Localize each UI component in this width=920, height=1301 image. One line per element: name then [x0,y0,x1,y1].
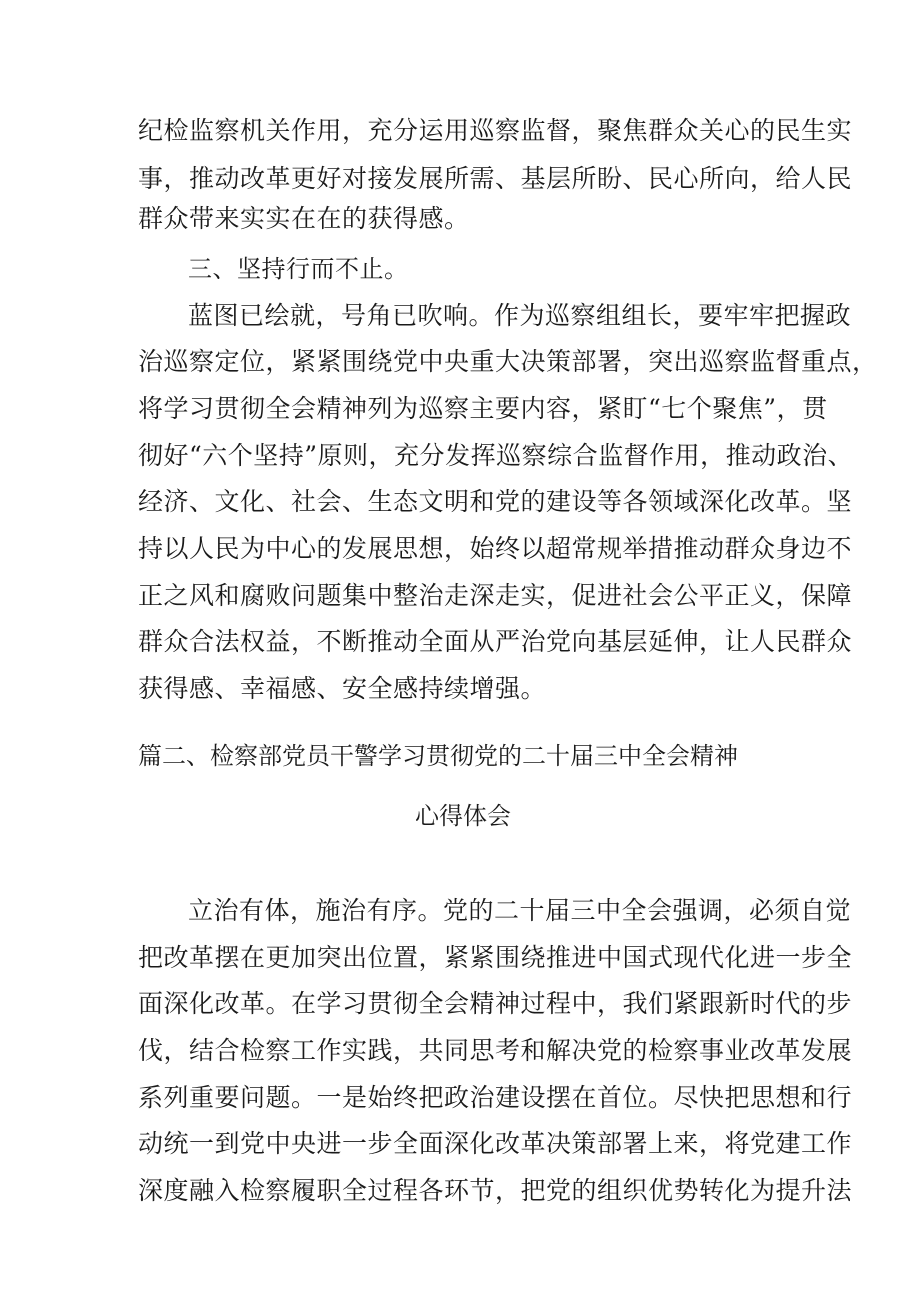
paragraph-line: 经济、文化、社会、生态文明和党的建设等各领域深化改革。坚 [138,487,853,516]
article-title: 篇二、检察部党员干警学习贯彻党的二十届三中全会精神 [138,742,738,770]
paragraph-line: 伐，结合检察工作实践，共同思考和解决党的检察事业改革发展 [138,1036,853,1065]
paragraph-line: 持以人民为中心的发展思想，始终以超常规举措推动群众身边不 [138,534,853,563]
paragraph-line: 系列重要问题。一是始终把政治建设摆在首位。尽快把思想和行 [138,1083,853,1112]
paragraph-line: 深度融入检察履职全过程各环节，把党的组织优势转化为提升法 [138,1176,853,1205]
paragraph-line: 正之风和腐败问题集中整治走深走实，促进社会公平正义，保障 [138,581,853,610]
paragraph-line: 彻好“六个坚持”原则，充分发挥巡察综合监督作用，推动政治、 [138,441,854,470]
paragraph-line: 群众带来实实在在的获得感。 [138,204,470,233]
paragraph-line: 群众合法权益，不断推动全面从严治党向基层延伸，让人民群众 [138,627,853,656]
paragraph-line: 获得感、幸福感、安全感持续增强。 [138,674,547,703]
paragraph-line: 治巡察定位，紧紧围绕党中央重大决策部署，突出巡察监督重点， [138,347,878,376]
section-heading: 三、坚持行而不止。 [188,255,409,283]
paragraph-line: 面深化改革。在学习贯彻全会精神过程中，我们紧跟新时代的步 [138,989,853,1018]
paragraph-line: 纪检监察机关作用，充分运用巡察监督，聚焦群众关心的民生实 [138,116,853,145]
paragraph-line: 蓝图已绘就，号角已吹响。作为巡察组组长，要牢牢把握政 [188,301,852,330]
article-title-line2: 心得体会 [415,802,511,830]
paragraph-line: 动统一到党中央进一步全面深化改革决策部署上来，将党建工作 [138,1129,853,1158]
paragraph-line: 将学习贯彻全会精神列为巡察主要内容，紧盯“七个聚焦”，贯 [138,394,828,423]
paragraph-line: 事，推动改革更好对接发展所需、基层所盼、民心所向，给人民 [138,164,853,193]
paragraph-line: 把改革摆在更加突出位置，紧紧围绕推进中国式现代化进一步全 [138,943,853,972]
paragraph-line: 立治有体，施治有序。党的二十届三中全会强调，必须自觉 [188,896,852,925]
